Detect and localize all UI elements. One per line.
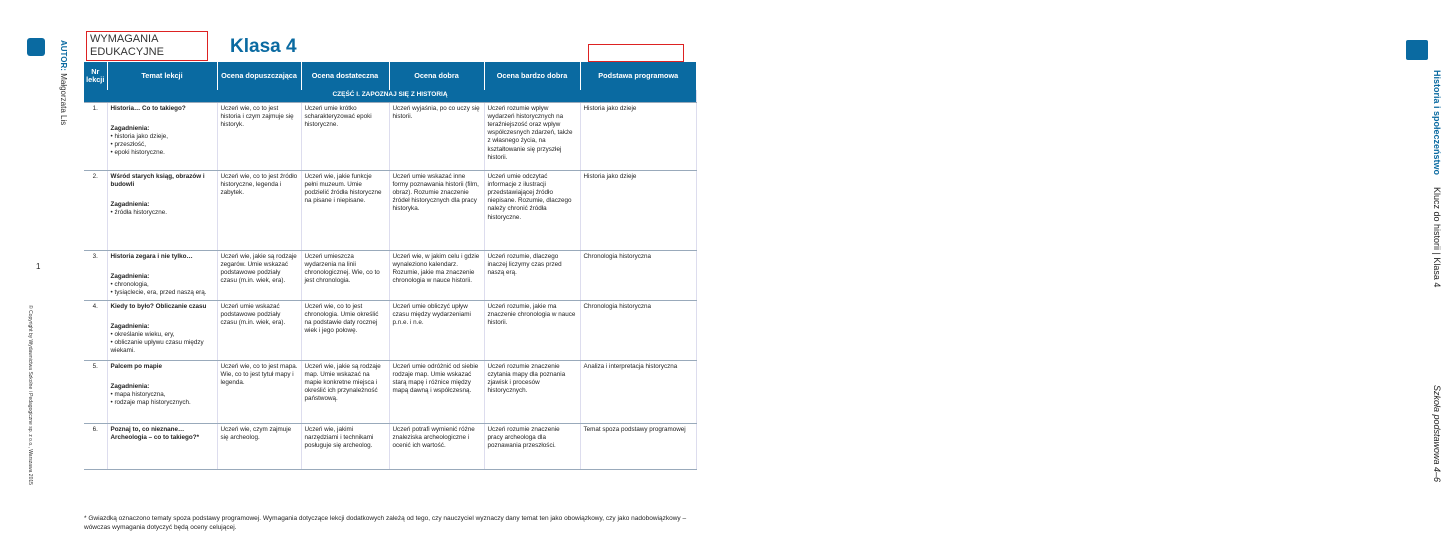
doc-label: Klucz do historii | Klasa 4 <box>1432 187 1442 288</box>
lesson-title: Palcem po mapie <box>110 362 162 370</box>
cell-db: Uczeń wyjaśnia, po co uczy się historii. <box>389 102 484 170</box>
cell-db: Uczeń umie wskazać inne formy poznawania historii (film, obraz). Rozumie znaczenie źródeł historycznych dla pracy historyka. <box>389 170 484 250</box>
page-title: Klasa 4 <box>230 36 297 57</box>
cell-d: Uczeń wie, jakie są rodzaje zegarów. Umie wskazać podstawowe podziały czasu (m.in. wiek, era). <box>217 250 301 300</box>
copyright: © Copyright by Wydawnictwa Szkolne i Pedagogiczne sp. z o.o., Warszawa 2015 <box>27 305 33 485</box>
cell-lesson <box>107 170 217 250</box>
table-row <box>84 423 697 469</box>
lesson-title: Historia… Co to takiego? <box>110 104 186 112</box>
cell-bdb: Uczeń rozumie znaczenie czytania mapy dla poznania zjawisk i procesów historycznych. <box>484 360 580 423</box>
cell-nr: 4. <box>84 300 107 360</box>
zagadnienia-list: • mapa historyczna, • rodzaje map historycznych. <box>110 390 191 407</box>
cell-dst: Uczeń wie, co to jest chronologia. Umie określić na podstawie daty rocznej wiek i jego połowę. <box>301 300 389 360</box>
zagadnienia-list: • historia jako dzieje, • przeszłość, • epoki historyczne. <box>110 132 169 157</box>
zagadnienia-label: Zagadnienia: <box>110 382 150 390</box>
cell-dst: Uczeń umie krótko scharakteryzować epoki historyczne. <box>301 102 389 170</box>
cell-nr: 6. <box>84 423 107 469</box>
cell-d: Uczeń wie, co to jest historia i czym zajmuje się historyk. <box>217 102 301 170</box>
zagadnienia-list: • określanie wieku, ery, • obliczanie upływu czasu między wiekami. <box>110 330 204 355</box>
zagadnienia-list: • źródła historyczne. <box>110 209 167 217</box>
cell-bdb: Uczeń rozumie wpływ wydarzeń historycznych na teraźniejszość oraz wpływ współczesnych zdarzeń, także z własnego życia, na kształtowanie się przyszłej historii. <box>484 102 580 170</box>
lesson-title: Historia zegara i nie tylko… <box>110 252 193 260</box>
cell-db: Uczeń umie obliczyć upływ czasu między wydarzeniami p.n.e. i n.e. <box>389 300 484 360</box>
zagadnienia-label: Zagadnienia: <box>110 200 150 208</box>
cell-lesson <box>107 102 217 170</box>
col-header: Podstawa programowa <box>580 62 697 90</box>
cell-lesson <box>107 250 217 300</box>
cell-dst: Uczeń wie, jakimi narzędziami i technikami posługuje się archeolog. <box>301 423 389 469</box>
cell-d: Uczeń wie, czym zajmuje się archeolog. <box>217 423 301 469</box>
col-header: Ocena dostateczna <box>301 62 389 90</box>
cell-pp: Chronologia historyczna <box>580 250 697 300</box>
col-header: Nr lekcji <box>84 62 107 90</box>
table-row <box>84 360 697 423</box>
cell-dst: Uczeń wie, jakie funkcje pełni muzeum. Umie podzielić źródła historyczne na pisane i niepisane. <box>301 170 389 250</box>
cell-lesson <box>107 360 217 423</box>
cell-db: Uczeń umie odróżnić od siebie rodzaje map. Umie wskazać starą mapę i różnice między mapą dawną i współczesną. <box>389 360 484 423</box>
cell-pp: Historia jako dzieje <box>580 102 697 170</box>
cell-nr: 2. <box>84 170 107 250</box>
cell-d: Uczeń umie wskazać podstawowe podziały czasu (m.in. wiek, era). <box>217 300 301 360</box>
cell-bdb: Uczeń rozumie, dlaczego inaczej liczymy czas przed naszą erą. <box>484 250 580 300</box>
cell-db: Uczeń wie, w jakim celu i gdzie wynaleziono kalendarz. Rozumie, jakie ma znaczenie chronologia w nauce historii. <box>389 250 484 300</box>
col-header: Ocena bardzo dobra <box>484 62 580 90</box>
cell-nr: 5. <box>84 360 107 423</box>
table-row <box>84 250 697 300</box>
cell-d: Uczeń wie, co to jest mapa. Wie, co to jest tytuł mapy i legenda. <box>217 360 301 423</box>
cell-nr: 3. <box>84 250 107 300</box>
cell-pp: Historia jako dzieje <box>580 170 697 250</box>
cell-bdb: Uczeń rozumie znaczenie pracy archeologa dla poznawania przeszłości. <box>484 423 580 469</box>
author-line: AUTOR: Małgorzata Lis <box>59 40 68 126</box>
wsip-logo-icon <box>1406 40 1428 60</box>
cell-bdb: Uczeń rozumie, jakie ma znaczenie chronologia w nauce historii. <box>484 300 580 360</box>
cell-dst: Uczeń umieszcza wydarzenia na linii chronologicznej. Wie, co to jest chronologia. <box>301 250 389 300</box>
cell-dst: Uczeń wie, jakie są rodzaje map. Umie wskazać na mapie konkretne miejsca i określić ich przynależność państwową. <box>301 360 389 423</box>
lesson-title: Kiedy to było? Obliczanie czasu <box>110 302 207 310</box>
zagadnienia-label: Zagadnienia: <box>110 124 150 132</box>
cell-db: Uczeń potrafi wymienić różne znaleziska archeologiczne i ocenić ich wartość. <box>389 423 484 469</box>
subject-label: Historia i społeczeństwo <box>1432 70 1442 176</box>
lesson-title: Poznaj to, co nieznane… Archeologia – co to takiego?* <box>110 425 200 441</box>
cell-pp: Temat spoza podstawy programowej <box>580 423 697 469</box>
cell-nr: 1. <box>84 102 107 170</box>
col-header: Ocena dobra <box>389 62 484 90</box>
wymagania-box: WYMAGANIA EDUKACYJNE <box>86 31 208 61</box>
zagadnienia-list: • chronologia, • tysiąclecie, era, przed naszą erą. <box>110 280 207 297</box>
page-number: 1 <box>36 262 41 271</box>
right-sidebar <box>700 0 1442 543</box>
cell-bdb: Uczeń umie odczytać informacje z ilustracji przedstawiającej źródło niepisane. Rozumie, dlaczego należy chronić źródła historyczne. <box>484 170 580 250</box>
cell-pp: Analiza i interpretacja historyczna <box>580 360 697 423</box>
col-header: Ocena dopuszczająca <box>217 62 301 90</box>
cell-lesson <box>107 423 217 469</box>
ucze-logo-icon <box>27 38 45 56</box>
footnote: * Gwiazdką oznaczono tematy spoza podstawy programowej. Wymagania dotyczące lekcji dodatkowych zależą od tego, czy nauczyciel wyznaczy dany temat ten jako obowiązkowy, czy jako nadobowiązkowy – wówczas wymagania dotyczyć będą oceny celującej. <box>84 515 687 531</box>
zagadnienia-label: Zagadnienia: <box>110 272 150 280</box>
table-row <box>84 300 697 360</box>
lesson-title: Wśród starych ksiąg, obrazów i budowli <box>110 172 205 188</box>
section-row: CZĘŚĆ I. ZAPOZNAJ SIĘ Z HISTORIĄ <box>84 90 697 102</box>
table-row <box>84 170 697 250</box>
cell-d: Uczeń wie, co to jest źródło historyczne, legenda i zabytek. <box>217 170 301 250</box>
table-row <box>84 102 697 170</box>
school-label: Szkoła podstawowa 4–6 <box>1432 385 1442 483</box>
requirements-table <box>84 62 697 470</box>
table-header <box>84 62 697 90</box>
left-sidebar <box>0 0 76 543</box>
cell-lesson <box>107 300 217 360</box>
col-header: Temat lekcji <box>107 62 217 90</box>
zagadnienia-label: Zagadnienia: <box>110 322 150 330</box>
empty-red-box <box>588 44 684 62</box>
cell-pp: Chronologia historyczna <box>580 300 697 360</box>
